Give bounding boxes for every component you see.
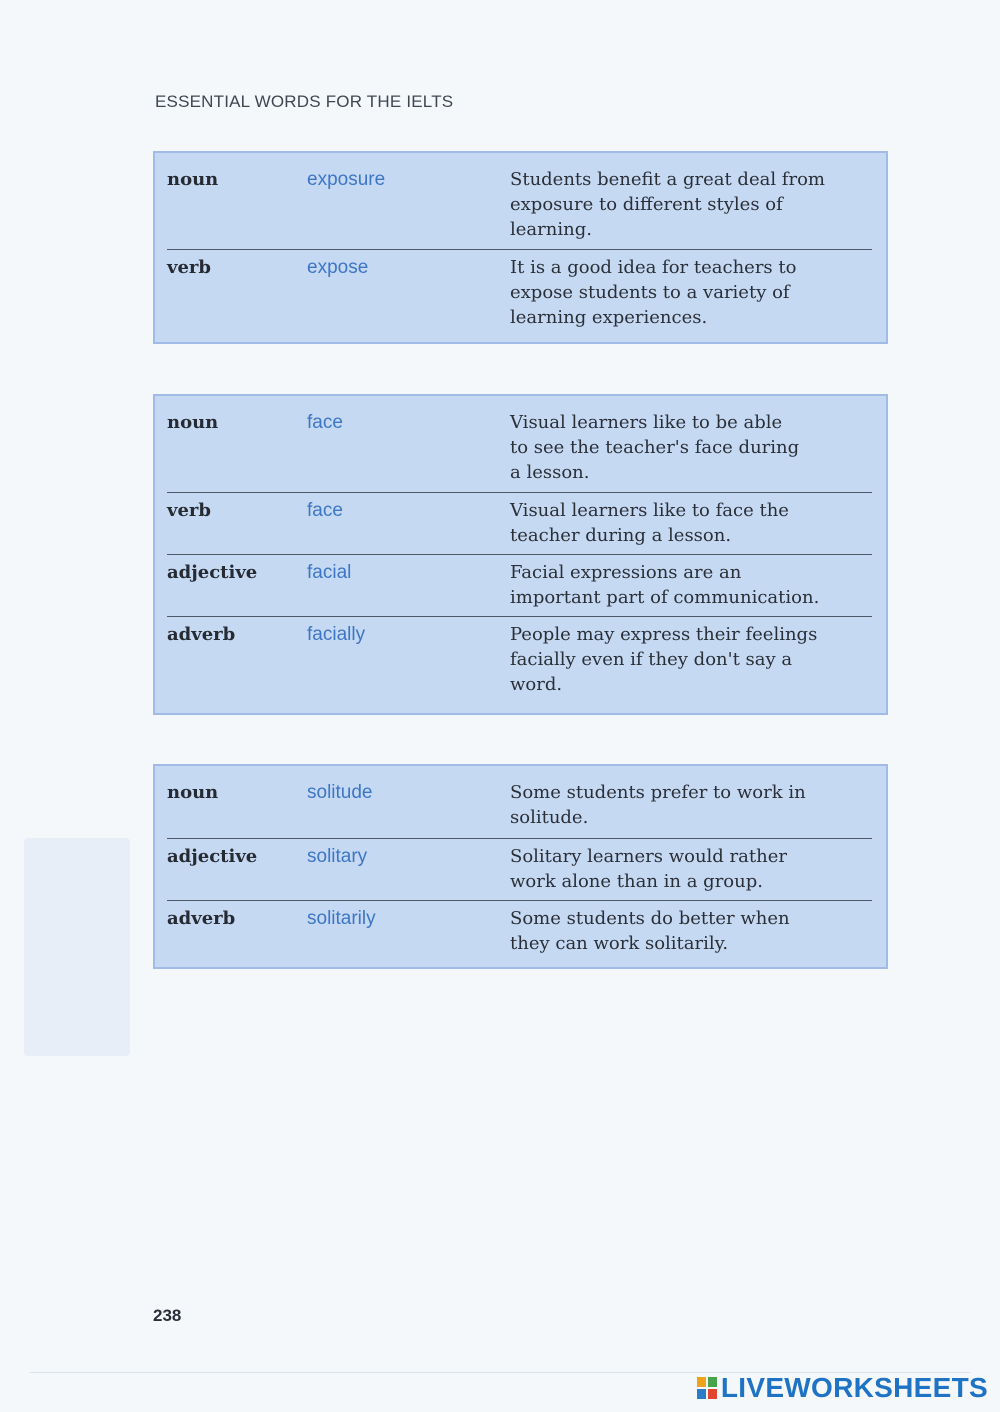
part-of-speech: noun xyxy=(167,782,219,803)
headword: expose xyxy=(307,257,369,278)
word-row xyxy=(155,249,886,344)
word-row xyxy=(155,900,886,967)
word-row xyxy=(155,396,886,492)
word-row xyxy=(155,766,886,838)
example-sentence: Some students do better when they can work solitarily. xyxy=(510,908,790,954)
part-of-speech: adjective xyxy=(167,562,258,583)
word-group-solitude xyxy=(153,764,888,969)
liveworksheets-logo[interactable] xyxy=(697,1372,988,1404)
example-sentence: Facial expressions are an important part of communication. xyxy=(510,562,820,608)
part-of-speech: verb xyxy=(167,500,211,521)
example-sentence: Solitary learners would rather work alone than in a group. xyxy=(510,846,787,892)
example-sentence: Some students prefer to work in solitude. xyxy=(510,782,806,828)
page-number: 238 xyxy=(153,1306,182,1325)
side-tab xyxy=(24,838,130,1056)
word-row xyxy=(155,153,886,249)
part-of-speech: verb xyxy=(167,257,211,278)
part-of-speech: noun xyxy=(167,412,219,433)
headword: face xyxy=(307,412,343,433)
headword: solitarily xyxy=(307,908,376,929)
headword: facially xyxy=(307,624,366,645)
part-of-speech: adjective xyxy=(167,846,258,867)
example-sentence: People may express their feelings facially even if they don't say a word. xyxy=(510,624,818,695)
headword: solitude xyxy=(307,782,373,803)
word-group-exposure xyxy=(153,151,888,344)
liveworksheets-logo-icon xyxy=(697,1377,717,1399)
word-group-face xyxy=(153,394,888,715)
part-of-speech: adverb xyxy=(167,624,236,645)
brand-name: LIVEWORKSHEETS xyxy=(720,1372,988,1403)
headword: facial xyxy=(307,562,352,583)
part-of-speech: noun xyxy=(167,169,219,190)
word-row xyxy=(155,838,886,900)
headword: face xyxy=(307,500,343,521)
page-header-title: ESSENTIAL WORDS FOR THE IELTS xyxy=(155,92,454,111)
headword: exposure xyxy=(307,169,386,190)
example-sentence: Students benefit a great deal from exposure to different styles of learning. xyxy=(510,169,825,240)
part-of-speech: adverb xyxy=(167,908,236,929)
word-row xyxy=(155,492,886,554)
word-row xyxy=(155,554,886,616)
example-sentence: Visual learners like to face the teacher during a lesson. xyxy=(510,500,789,546)
headword: solitary xyxy=(307,846,368,867)
example-sentence: It is a good idea for teachers to expose students to a variety of learning experiences. xyxy=(510,257,797,328)
word-row xyxy=(155,616,886,715)
example-sentence: Visual learners like to be able to see the teacher's face during a lesson. xyxy=(510,412,800,483)
